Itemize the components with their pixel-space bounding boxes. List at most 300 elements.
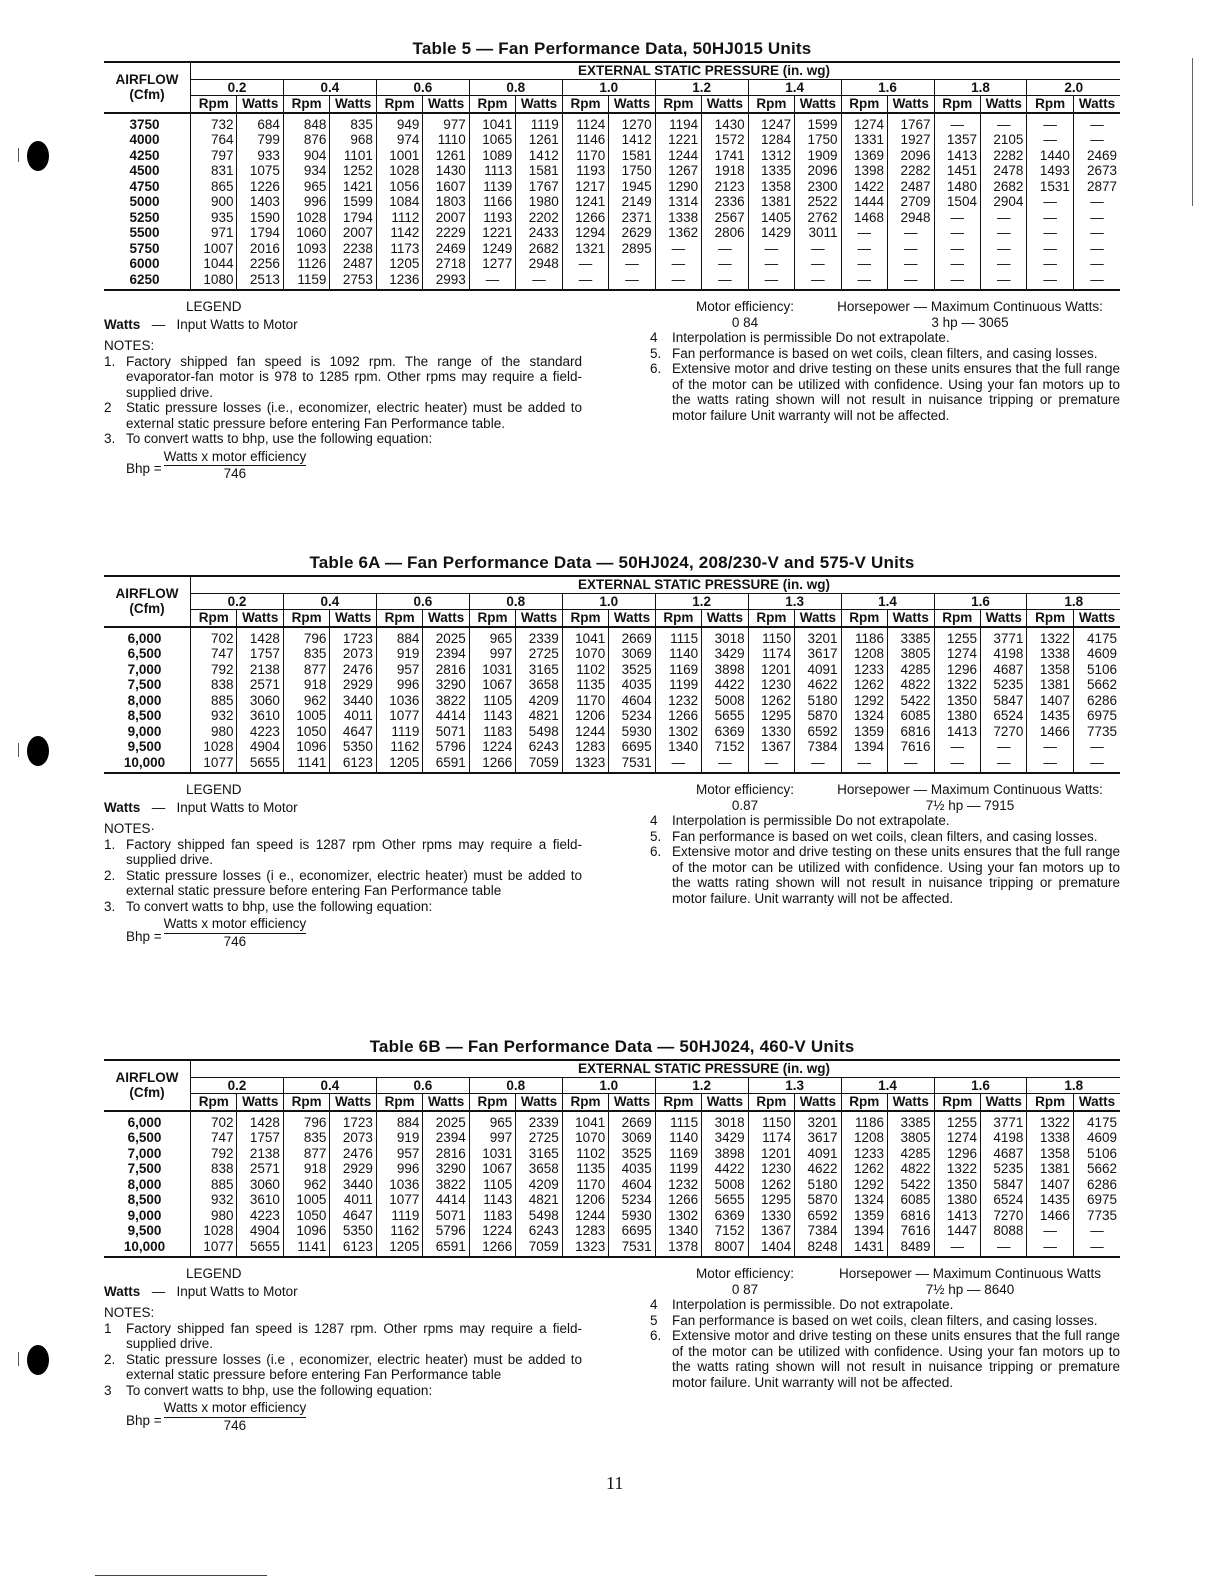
rpm-cell: 1266 bbox=[469, 1239, 515, 1258]
watts-cell: 7531 bbox=[609, 755, 655, 774]
rpm-cell: 1089 bbox=[469, 148, 515, 164]
note-text: Extensive motor and drive testing on these units ensures that the full range of the motor can be utilized with confidence. Using your fan motors up to the watts rating shown will not result in nuisance tripping or premature motor failure. Unit warranty will not be affected. bbox=[672, 1328, 1120, 1390]
watts-cell: 5847 bbox=[980, 1177, 1026, 1193]
rpm-cell: 1323 bbox=[562, 755, 608, 774]
airflow-cell: 6,500 bbox=[127, 1130, 162, 1145]
horsepower-value: 7½ hp — 7915 bbox=[925, 797, 1015, 813]
external-static-pressure-header: EXTERNAL STATIC PRESSURE (in. wg) bbox=[191, 62, 1121, 79]
watts-cell: 4422 bbox=[702, 677, 748, 693]
watts-cell: — bbox=[1073, 113, 1120, 133]
watts-cell: 6695 bbox=[609, 1223, 655, 1239]
rpm-cell: 1170 bbox=[562, 148, 608, 164]
rpm-cell: 1283 bbox=[562, 1223, 608, 1239]
rpm-cell: — bbox=[934, 210, 980, 226]
rpm-cell: 1199 bbox=[655, 1161, 701, 1177]
rpm-cell: 1193 bbox=[469, 210, 515, 226]
rpm-cell: 980 bbox=[191, 724, 237, 740]
rpm-cell: 1224 bbox=[469, 739, 515, 755]
rpm-cell: 1124 bbox=[562, 113, 608, 133]
watts-cell: 1252 bbox=[330, 163, 376, 179]
fan-performance-table bbox=[104, 61, 1120, 291]
note-item bbox=[650, 346, 1120, 362]
rpm-cell: 1322 bbox=[1027, 627, 1073, 647]
rpm-cell: 1217 bbox=[562, 179, 608, 195]
rpm-cell: 1359 bbox=[841, 724, 887, 740]
note-text: To convert watts to bhp, use the following equation: bbox=[126, 431, 433, 446]
airflow-unit: (Cfm) bbox=[129, 87, 165, 103]
legend-entry bbox=[104, 317, 582, 333]
pressure-column-header: 1.8 bbox=[934, 79, 1027, 96]
watts-cell: 1428 bbox=[237, 627, 283, 647]
rpm-cell: 1466 bbox=[1027, 1208, 1073, 1224]
note-item bbox=[104, 400, 582, 431]
rpm-cell: — bbox=[1027, 194, 1073, 210]
watts-cell: 1226 bbox=[237, 179, 283, 195]
horsepower-max-watts bbox=[820, 299, 1120, 330]
horsepower-label: Horsepower — Maximum Continuous Watts: bbox=[837, 782, 1103, 797]
rpm-column-header: Rpm bbox=[191, 1094, 237, 1111]
watts-cell: 3658 bbox=[516, 677, 562, 693]
airflow-cell: 8,500 bbox=[127, 708, 162, 723]
rpm-cell: 1468 bbox=[841, 210, 887, 226]
rpm-cell: 1119 bbox=[376, 724, 422, 740]
rpm-cell: 1381 bbox=[1027, 1161, 1073, 1177]
rpm-column-header: Rpm bbox=[376, 610, 422, 627]
formula-denominator: 746 bbox=[223, 1417, 247, 1433]
watts-cell: 1428 bbox=[237, 1111, 283, 1131]
watts-cell: 2336 bbox=[702, 194, 748, 210]
watts-cell: 2469 bbox=[423, 241, 469, 257]
watts-column-header: Watts bbox=[702, 610, 748, 627]
rpm-cell: 1378 bbox=[655, 1239, 701, 1258]
watts-cell: 1927 bbox=[888, 132, 934, 148]
watts-cell: 1757 bbox=[237, 1130, 283, 1146]
rpm-cell: 904 bbox=[283, 148, 329, 164]
rpm-cell: 1096 bbox=[283, 1223, 329, 1239]
table-row bbox=[104, 662, 1120, 678]
watts-cell: — bbox=[1073, 1239, 1120, 1258]
watts-cell: 2929 bbox=[330, 677, 376, 693]
table-row bbox=[104, 225, 1120, 241]
watts-cell: 8248 bbox=[795, 1239, 841, 1258]
rpm-cell: — bbox=[934, 1239, 980, 1258]
notes-header: NOTES: bbox=[104, 338, 155, 353]
table-row bbox=[104, 241, 1120, 257]
notes-left-column bbox=[104, 1266, 582, 1433]
watts-cell: 4035 bbox=[609, 677, 655, 693]
rpm-cell: 1201 bbox=[748, 1146, 794, 1162]
watts-cell: — bbox=[980, 1239, 1026, 1258]
rpm-cell: — bbox=[934, 241, 980, 257]
rpm-cell: 865 bbox=[191, 179, 237, 195]
watts-cell: 2282 bbox=[980, 148, 1026, 164]
rpm-column-header: Rpm bbox=[283, 96, 329, 113]
formula-numerator: Watts x motor efficiency bbox=[164, 449, 307, 467]
note-text: To convert watts to bhp, use the following equation: bbox=[126, 898, 433, 914]
rpm-cell: 1150 bbox=[748, 1111, 794, 1131]
rpm-cell: 1070 bbox=[562, 646, 608, 662]
watts-cell: 1607 bbox=[423, 179, 469, 195]
watts-cell: 2256 bbox=[237, 256, 283, 272]
watts-cell: 5870 bbox=[795, 708, 841, 724]
rpm-cell: — bbox=[1027, 113, 1073, 133]
watts-cell: 4904 bbox=[237, 1223, 283, 1239]
table-row bbox=[104, 646, 1120, 662]
table-body bbox=[104, 1111, 1120, 1258]
airflow-cell: 9,000 bbox=[127, 723, 162, 739]
note-text: Fan performance is based on wet coils, clean filters, and casing losses. bbox=[672, 345, 1098, 361]
rpm-cell: 1005 bbox=[283, 1192, 329, 1208]
rpm-cell: 848 bbox=[283, 113, 329, 133]
rpm-cell: 1262 bbox=[748, 693, 794, 709]
table-title: Table 6A — Fan Performance Data — 50HJ024, 208/230-V and 575-V Units bbox=[309, 553, 915, 572]
note-text: Static pressure losses (i e., economizer, electric heater) must be added to external static pressure before entering Fan Performance table bbox=[126, 867, 582, 898]
rpm-cell: 1381 bbox=[1027, 677, 1073, 693]
watts-cell: 1918 bbox=[702, 163, 748, 179]
formula-denominator: 746 bbox=[223, 933, 247, 949]
airflow-cell: 8,000 bbox=[127, 1176, 162, 1192]
motor-efficiency-value: 0 87 bbox=[731, 1281, 759, 1297]
watts-cell: 1794 bbox=[330, 210, 376, 226]
note-number: 4 bbox=[650, 1297, 658, 1312]
airflow-label: AIRFLOW bbox=[115, 586, 179, 602]
pressure-column-header: 1.6 bbox=[841, 79, 934, 96]
table-row bbox=[104, 755, 1120, 774]
note-item bbox=[650, 1297, 1120, 1313]
motor-efficiency-label: Motor efficiency: bbox=[695, 782, 795, 797]
watts-cell: 7270 bbox=[980, 724, 1026, 740]
pressure-column-header: 1.8 bbox=[1027, 1077, 1120, 1094]
watts-cell: 7270 bbox=[980, 1208, 1026, 1224]
watts-cell: 3658 bbox=[516, 1161, 562, 1177]
legend-key: Watts bbox=[104, 316, 141, 332]
rpm-cell: 1431 bbox=[841, 1239, 887, 1258]
watts-cell: 4687 bbox=[980, 1146, 1026, 1162]
watts-cell: 1075 bbox=[237, 163, 283, 179]
watts-cell: 2682 bbox=[980, 179, 1026, 195]
watts-cell: — bbox=[702, 272, 748, 291]
watts-cell: 4822 bbox=[888, 1161, 934, 1177]
legend-dash: — bbox=[151, 1283, 166, 1299]
rpm-cell: 1221 bbox=[469, 225, 515, 241]
rpm-cell: 1031 bbox=[469, 1146, 515, 1162]
watts-cell: 2567 bbox=[702, 210, 748, 226]
formula-denominator: 746 bbox=[223, 466, 247, 481]
rpm-cell: 1093 bbox=[283, 241, 329, 257]
rpm-cell: 1028 bbox=[191, 739, 237, 755]
rpm-cell: — bbox=[655, 241, 701, 257]
rpm-column-header: Rpm bbox=[655, 96, 701, 113]
rpm-cell: — bbox=[1027, 256, 1073, 272]
table-5-section bbox=[104, 37, 1120, 482]
rpm-cell: — bbox=[841, 241, 887, 257]
rpm-cell: 1142 bbox=[376, 225, 422, 241]
watts-cell: — bbox=[1073, 225, 1120, 241]
legend-dash: — bbox=[151, 316, 166, 332]
rpm-cell: 732 bbox=[191, 113, 237, 133]
watts-cell: 684 bbox=[237, 113, 283, 133]
watts-cell: 4285 bbox=[888, 1146, 934, 1162]
rpm-cell: 1394 bbox=[841, 739, 887, 755]
watts-cell: 3165 bbox=[516, 662, 562, 678]
pressure-column-header: 0.4 bbox=[283, 593, 376, 610]
external-static-pressure-header: EXTERNAL STATIC PRESSURE (in. wg) bbox=[191, 1060, 1121, 1077]
note-item bbox=[650, 844, 1120, 906]
rpm-cell: — bbox=[655, 256, 701, 272]
watts-cell: 3617 bbox=[795, 1130, 841, 1146]
watts-cell: 1572 bbox=[702, 132, 748, 148]
rpm-cell: 1244 bbox=[655, 148, 701, 164]
watts-cell: 5008 bbox=[702, 693, 748, 709]
pressure-column-header: 1.8 bbox=[1027, 593, 1120, 610]
rpm-cell: 1232 bbox=[655, 693, 701, 709]
rpm-cell: — bbox=[934, 225, 980, 241]
watts-cell: 1741 bbox=[702, 148, 748, 164]
note-number: 3 bbox=[104, 1382, 112, 1398]
watts-cell: 1261 bbox=[516, 132, 562, 148]
rpm-cell: 1338 bbox=[1027, 1130, 1073, 1146]
rpm-column-header: Rpm bbox=[562, 96, 608, 113]
watts-cell: 1581 bbox=[516, 163, 562, 179]
watts-cell: 5930 bbox=[609, 724, 655, 740]
pressure-column-header: 1.4 bbox=[841, 1077, 934, 1094]
motor-efficiency-value: 0 84 bbox=[731, 314, 759, 330]
airflow-header bbox=[104, 62, 191, 113]
pressure-column-header: 1.2 bbox=[655, 79, 748, 96]
watts-cell: 4035 bbox=[609, 1161, 655, 1177]
watts-cell: 1110 bbox=[423, 132, 469, 148]
formula-fraction bbox=[164, 449, 307, 482]
note-number: 3. bbox=[104, 431, 116, 446]
watts-cell: 2282 bbox=[888, 163, 934, 179]
watts-cell: 2073 bbox=[330, 646, 376, 662]
watts-cell: 2073 bbox=[330, 1130, 376, 1146]
rpm-cell: 957 bbox=[376, 662, 422, 678]
rpm-cell: 996 bbox=[283, 194, 329, 210]
legend-title: LEGEND bbox=[186, 782, 242, 797]
rpm-cell: 1295 bbox=[748, 708, 794, 724]
table-title: Table 6B — Fan Performance Data — 50HJ024, 460-V Units bbox=[369, 1037, 855, 1056]
rpm-cell: 1359 bbox=[841, 1208, 887, 1224]
pressure-column-header: 0.8 bbox=[469, 1077, 562, 1094]
motor-efficiency-value: 0.87 bbox=[731, 797, 759, 813]
horsepower-max-watts bbox=[820, 1266, 1120, 1297]
watts-cell: 6243 bbox=[516, 739, 562, 755]
rpm-cell: 1169 bbox=[655, 662, 701, 678]
watts-cell: 3610 bbox=[237, 1192, 283, 1208]
note-number: 5. bbox=[650, 345, 662, 361]
watts-cell: — bbox=[980, 210, 1026, 226]
watts-cell: 1750 bbox=[795, 132, 841, 148]
watts-cell: 933 bbox=[237, 148, 283, 164]
watts-cell: — bbox=[795, 272, 841, 291]
watts-column-header: Watts bbox=[423, 1094, 469, 1111]
watts-cell: 4647 bbox=[330, 724, 376, 740]
rpm-cell: 1322 bbox=[1027, 1111, 1073, 1131]
rpm-cell: — bbox=[655, 755, 701, 774]
note-item bbox=[104, 868, 582, 899]
horsepower-label: Horsepower — Maximum Continuous Watts bbox=[838, 1266, 1102, 1281]
hole-punch-shadow bbox=[18, 148, 21, 162]
watts-cell: 2718 bbox=[423, 256, 469, 272]
watts-cell: 7152 bbox=[702, 739, 748, 755]
rpm-cell: 1067 bbox=[469, 1161, 515, 1177]
watts-cell: 4209 bbox=[516, 1177, 562, 1193]
rpm-cell: 1056 bbox=[376, 179, 422, 195]
watts-cell: 2993 bbox=[423, 272, 469, 291]
watts-column-header: Watts bbox=[888, 610, 934, 627]
rpm-column-header: Rpm bbox=[934, 610, 980, 627]
rpm-cell: 1290 bbox=[655, 179, 701, 195]
watts-cell: — bbox=[795, 241, 841, 257]
watts-cell: 7531 bbox=[609, 1239, 655, 1258]
rpm-cell: 1335 bbox=[748, 163, 794, 179]
watts-cell: 5106 bbox=[1073, 1146, 1120, 1162]
rpm-cell: 835 bbox=[283, 646, 329, 662]
pressure-header-row bbox=[104, 593, 1120, 610]
rpm-cell: 1067 bbox=[469, 677, 515, 693]
notes-right-column bbox=[650, 1266, 1120, 1433]
rpm-cell: — bbox=[934, 755, 980, 774]
watts-cell: 2571 bbox=[237, 1161, 283, 1177]
watts-cell: 1767 bbox=[516, 179, 562, 195]
airflow-cell: 6,500 bbox=[127, 646, 162, 661]
rpm-cell: 1174 bbox=[748, 646, 794, 662]
notes-list-left bbox=[104, 354, 582, 447]
note-text: Static pressure losses (i.e., economizer, electric heater) must be added to external static pressure before entering Fan Performance table. bbox=[126, 400, 582, 431]
rpm-cell: 747 bbox=[191, 646, 237, 662]
rpm-cell: 1113 bbox=[469, 163, 515, 179]
rpm-cell: 1115 bbox=[655, 627, 701, 647]
note-text: Factory shipped fan speed is 1287 rpm. Other rpms may require a field-supplied drive. bbox=[126, 1320, 582, 1351]
fan-performance-table bbox=[104, 575, 1120, 774]
legend-title: LEGEND bbox=[186, 299, 242, 314]
watts-cell: 4223 bbox=[237, 724, 283, 740]
rpm-cell: 918 bbox=[283, 677, 329, 693]
rpm-cell: 1201 bbox=[748, 662, 794, 678]
watts-cell: 2629 bbox=[609, 225, 655, 241]
rpm-cell: — bbox=[562, 256, 608, 272]
rpm-cell: 1369 bbox=[841, 148, 887, 164]
rpm-cell: — bbox=[1027, 755, 1073, 774]
watts-cell: 6695 bbox=[609, 739, 655, 755]
rpm-cell: 1267 bbox=[655, 163, 701, 179]
watts-cell: — bbox=[1073, 132, 1120, 148]
horsepower-value: 3 hp — 3065 bbox=[931, 314, 1009, 330]
watts-cell: — bbox=[702, 241, 748, 257]
watts-cell: 5422 bbox=[888, 1177, 934, 1193]
rpm-column-header: Rpm bbox=[655, 1094, 701, 1111]
rpm-cell: 1321 bbox=[562, 241, 608, 257]
watts-cell: 5235 bbox=[980, 677, 1026, 693]
rpm-cell: 1451 bbox=[934, 163, 980, 179]
note-item bbox=[104, 837, 582, 868]
watts-cell: 3805 bbox=[888, 646, 934, 662]
watts-cell: 3771 bbox=[980, 1111, 1026, 1131]
rpm-column-header: Rpm bbox=[283, 610, 329, 627]
table-6b-section bbox=[104, 1035, 1120, 1433]
watts-cell: 4198 bbox=[980, 1130, 1026, 1146]
watts-column-header: Watts bbox=[516, 96, 562, 113]
watts-column-header: Watts bbox=[516, 1094, 562, 1111]
watts-column-header: Watts bbox=[795, 96, 841, 113]
watts-cell: — bbox=[980, 755, 1026, 774]
table-row bbox=[104, 194, 1120, 210]
watts-cell: 5235 bbox=[980, 1161, 1026, 1177]
rpm-cell: 1050 bbox=[283, 724, 329, 740]
notes-list-left bbox=[104, 837, 582, 915]
rpm-cell: 1262 bbox=[748, 1177, 794, 1193]
note-item bbox=[650, 1313, 1120, 1329]
rpm-cell: 1077 bbox=[376, 1192, 422, 1208]
note-text: Extensive motor and drive testing on these units ensures that the full range of the motor can be utilized with confidence. Using your fan motors up to the watts rating shown will not result in nuisance tripping or premature motor failure. Unit warranty will not be affected. bbox=[672, 844, 1120, 906]
watts-cell: 2229 bbox=[423, 225, 469, 241]
rpm-cell: 1141 bbox=[283, 755, 329, 774]
rpm-cell: 1206 bbox=[562, 708, 608, 724]
table-title: Table 5 — Fan Performance Data, 50HJ015 Units bbox=[412, 39, 812, 58]
note-number: 5. bbox=[650, 828, 662, 844]
note-number: 6. bbox=[650, 1328, 662, 1343]
pressure-column-header: 1.4 bbox=[748, 79, 841, 96]
rpm-cell: 1070 bbox=[562, 1130, 608, 1146]
pressure-column-header: 1.3 bbox=[748, 593, 841, 610]
rpm-column-header: Rpm bbox=[748, 96, 794, 113]
rpm-cell: 1186 bbox=[841, 1111, 887, 1131]
pressure-column-header: 1.2 bbox=[655, 1077, 748, 1094]
watts-cell: 3771 bbox=[980, 627, 1026, 647]
pressure-column-header: 0.2 bbox=[191, 593, 284, 610]
watts-cell: — bbox=[516, 272, 562, 291]
rpm-cell: 1504 bbox=[934, 194, 980, 210]
rpm-column-header: Rpm bbox=[1027, 96, 1073, 113]
notes-right-column bbox=[650, 299, 1120, 482]
rpm-cell: 1330 bbox=[748, 1208, 794, 1224]
rpm-cell: 1162 bbox=[376, 1223, 422, 1239]
note-number: 6. bbox=[650, 361, 662, 376]
rpm-cell: 1077 bbox=[376, 708, 422, 724]
pressure-column-header: 1.3 bbox=[748, 1077, 841, 1094]
rpm-cell: 1244 bbox=[562, 1208, 608, 1224]
watts-cell: 5234 bbox=[609, 708, 655, 724]
watts-cell: — bbox=[980, 256, 1026, 272]
watts-cell: 7616 bbox=[888, 1223, 934, 1239]
pressure-header-row bbox=[104, 79, 1120, 96]
rpm-cell: — bbox=[1027, 272, 1073, 291]
pressure-column-header: 1.0 bbox=[562, 1077, 655, 1094]
watts-cell: 5350 bbox=[330, 1223, 376, 1239]
note-text: Fan performance is based on wet coils, clean filters, and casing losses. bbox=[672, 828, 1098, 844]
rpm-cell: 1206 bbox=[562, 1192, 608, 1208]
rpm-cell: 1199 bbox=[655, 677, 701, 693]
pressure-column-header: 1.4 bbox=[841, 593, 934, 610]
rpm-cell: 1205 bbox=[376, 1239, 422, 1258]
hole-punch-mark bbox=[27, 141, 49, 171]
watts-cell: 6243 bbox=[516, 1223, 562, 1239]
rpm-cell: 1159 bbox=[283, 272, 329, 291]
formula-lhs: Bhp = bbox=[126, 461, 162, 477]
rpm-cell: 1224 bbox=[469, 1223, 515, 1239]
rpm-cell: 997 bbox=[469, 1130, 515, 1146]
watts-cell: 3385 bbox=[888, 627, 934, 647]
pressure-column-header: 0.2 bbox=[191, 79, 284, 96]
rpm-cell: 1135 bbox=[562, 677, 608, 693]
rpm-cell: 1036 bbox=[376, 1177, 422, 1193]
rpm-cell: — bbox=[934, 272, 980, 291]
rpm-cell: 1031 bbox=[469, 662, 515, 678]
rpm-cell: 1233 bbox=[841, 662, 887, 678]
watts-cell: 3898 bbox=[702, 662, 748, 678]
rpm-cell: — bbox=[934, 256, 980, 272]
